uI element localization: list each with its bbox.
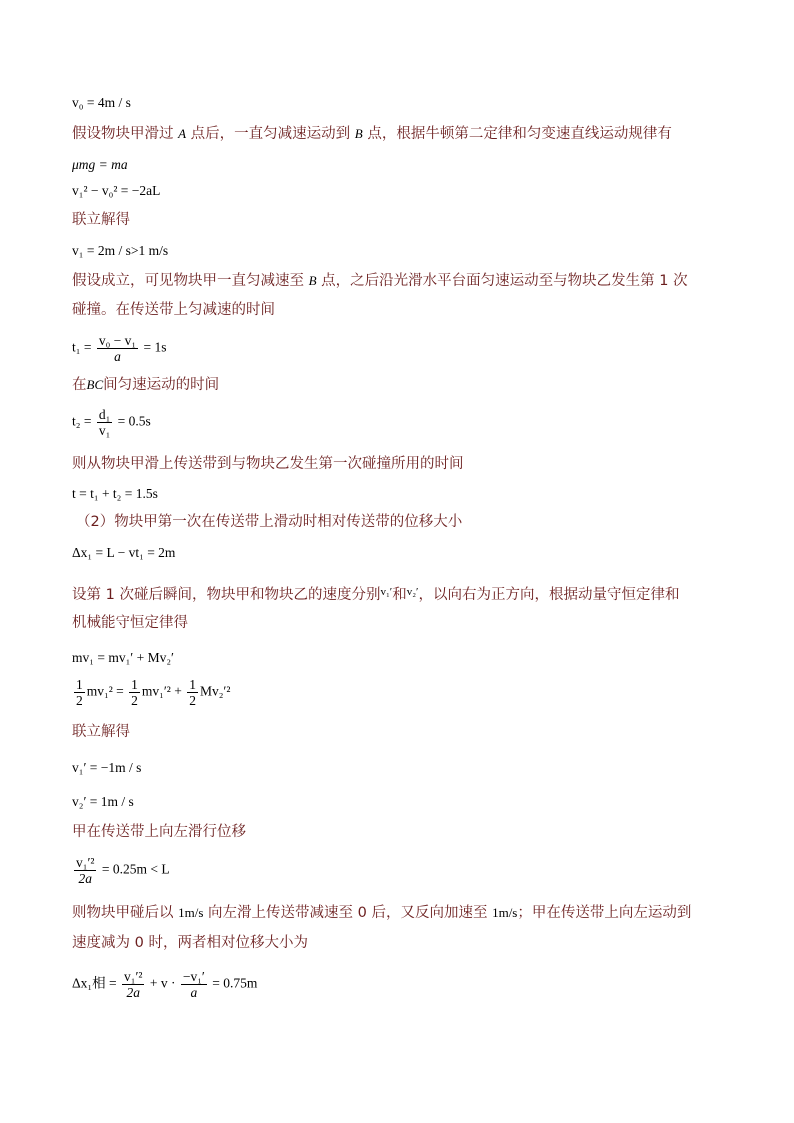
text-assumption-holds: 假设成立，可见物块甲一直匀减速至 B 点，之后沿光滑水平台面匀速运动至与物块乙发生第 1 次 — [72, 273, 688, 289]
fraction: $\frac{1}{2}$ — [76, 677, 83, 708]
eq-kinematics: v₁² − v₀² = −2aL — [72, 183, 161, 198]
fraction: $\frac{\text{−v₁′}}{a}$ — [182, 969, 205, 1000]
text-part-2: （2）物块甲第一次在传送带上滑动时相对传送带的位移大小 — [76, 514, 463, 530]
eq-left-displacement: $\frac{\text{v₁′²}}{2a}$ = 0.25m < L — [76, 855, 170, 886]
fraction: $\frac{\text{v₀ − v₁}}{a}$ — [98, 333, 137, 364]
text-bc-interval: 在BC间匀速运动的时间 — [72, 377, 220, 393]
text-solve-2: 联立解得 — [72, 724, 130, 740]
fraction: $\frac{\text{d₁}}{\text{v₁}}$ — [98, 407, 111, 438]
text-conservation: 机械能守恒定律得 — [72, 615, 188, 631]
fraction: $\frac{\text{v₁′²}}{2a}$ — [76, 855, 95, 886]
text-decel-time: 碰撞。在传送带上匀减速的时间 — [72, 302, 275, 318]
fraction: $\frac{1}{2}$ — [189, 677, 196, 708]
eq-newton: μmg = ma — [72, 157, 128, 172]
eq-t2: t₂ = $\frac{\text{d₁}}{\text{v₁}}$ = 0.5s — [72, 407, 151, 438]
eq-energy: $\frac{1}{2}$ mv₁² = $\frac{1}{2}$ mv₁′² + $\frac{1}{2}$ Mv₂′² — [76, 677, 231, 708]
fraction: $\frac{\text{v₁′²}}{2a}$ — [124, 969, 143, 1000]
text-left-slide: 甲在传送带上向左滑行位移 — [72, 824, 246, 840]
text-relative-disp: 速度减为 0 时，两者相对位移大小为 — [72, 935, 308, 951]
text-reverse: 则物块甲碰后以 1m/s 向左滑上传送带减速至 0 后，又反向加速至 1m/s；甲在传送带上向左运动到 — [72, 905, 692, 921]
eq-v0: v₀ = 4m / s — [72, 95, 131, 110]
eq-t1: t₁ = $\frac{\text{v₀ − v₁}}{a}$ = 1s — [72, 333, 167, 364]
eq-v2-prime: v₂′ = 1m / s — [72, 794, 134, 809]
text-assume-slide: 假设物块甲滑过 A 点后，一直匀减速运动到 B 点，根据牛顿第二定律和匀变速直线运动规律有 — [72, 126, 672, 142]
eq-dx1: Δx₁ = L − vt₁ = 2m — [72, 545, 176, 560]
eq-v1: v₁ = 2m / s>1 m/s — [72, 243, 169, 258]
eq-relative-displacement: Δx₁相 = $\frac{\text{v₁′²}}{2a}$ + v · $\frac{\text{−v₁′}}{a}$ = 0.75m — [72, 969, 258, 1000]
text-total-time: 则从物块甲滑上传送带到与物块乙发生第一次碰撞所用的时间 — [72, 456, 464, 472]
eq-total-time: t = t₁ + t₂ = 1.5s — [72, 486, 158, 501]
eq-momentum: mv₁ = mv₁′ + Mv₂′ — [72, 650, 175, 665]
eq-v1-prime: v₁′ = −1m / s — [72, 760, 142, 775]
text-after-collision: 设第 1 次碰后瞬间，物块甲和物块乙的速度分别$^{v_1'}$和$^{v_2'}$，以向右为正方向，根据动量守恒定律和 — [72, 586, 680, 603]
text-solve: 联立解得 — [72, 212, 130, 228]
fraction: $\frac{1}{2}$ — [131, 677, 138, 708]
